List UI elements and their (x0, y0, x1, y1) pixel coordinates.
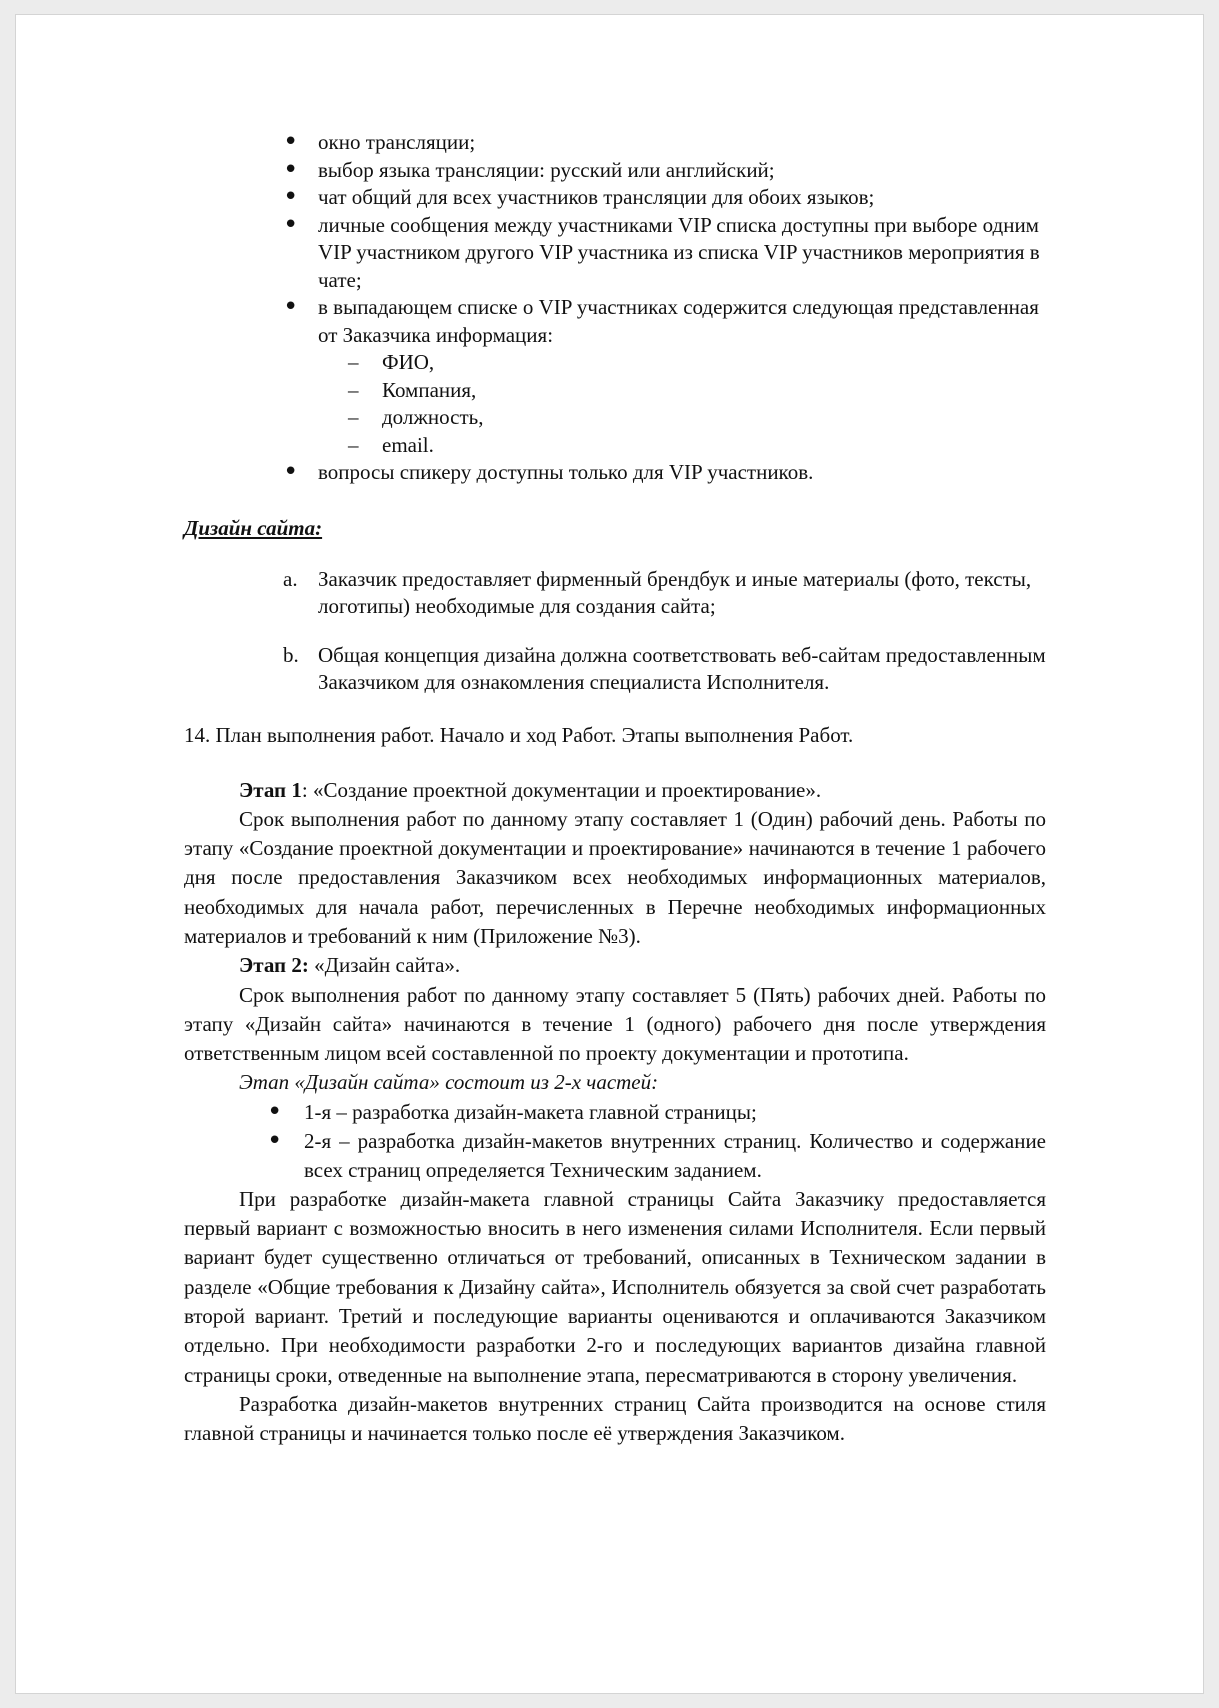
stage-2-heading (184, 951, 1046, 980)
list-item-text: Общая концепция дизайна должна соответствовать веб-сайтам предоставленным Заказчиком для ознакомления специалиста Исполнителя. (318, 642, 1046, 694)
stages-section (184, 776, 1046, 1449)
list-item: • 1-я – разработка дизайн-макета главной страницы; (184, 1098, 1046, 1127)
list-item: • 2-я – разработка дизайн-макетов внутренних страниц. Количество и содержание всех страниц определяется Техническим заданием. (184, 1127, 1046, 1185)
list-item: • вопросы спикеру доступны только для VIP участников. (184, 459, 1046, 487)
stage-2-parts-list (184, 1098, 1046, 1185)
list-item (184, 642, 1046, 697)
stage-2-label: Этап 2: (239, 953, 309, 978)
stage-2-body: Срок выполнения работ по данному этапу составляет 5 (Пять) рабочих дней. Работы по этапу «Дизайн сайта» начинаются в течение 1 (одного) рабочего дня после утверждения ответственным лицом всей составленной по проекту документации и прототипа. (184, 982, 1046, 1066)
design-requirements-list (184, 566, 1046, 697)
vip-info-sublist (318, 349, 1046, 459)
sublist-item: – должность, (184, 404, 1046, 432)
design-heading: Дизайн сайта: (184, 515, 323, 540)
stage-2-parts-intro: Этап «Дизайн сайта» состоит из 2-х частей: (239, 1070, 659, 1095)
broadcast-features-list (184, 129, 1046, 487)
list-marker: a. (283, 566, 298, 591)
list-item: • окно трансляции; (184, 129, 1046, 157)
list-item: • чат общий для всех участников трансляции для обоих языков; (184, 184, 1046, 212)
stage-1-label: Этап 1 (239, 777, 302, 802)
list-item (184, 566, 1046, 621)
list-item-text: в выпадающем списке о VIP участниках содержится следующая представленная от Заказчика информация: (318, 295, 1039, 347)
list-item: • выбор языка трансляции: русский или английский; (184, 157, 1046, 185)
sublist-item: – ФИО, (184, 349, 1046, 377)
stage-1-title: : «Создание проектной документации и проектирование». (301, 777, 822, 802)
stage-1-heading (184, 776, 1046, 805)
list-item-text: Заказчик предоставляет фирменный брендбук и иные материалы (фото, тексты, логотипы) необходимые для создания сайта; (318, 566, 1032, 618)
sublist-item: – Компания, (184, 377, 1046, 405)
stage-1-body: Срок выполнения работ по данному этапу составляет 1 (Один) рабочий день. Работы по этапу «Создание проектной документации и проектирование» начинаются в течение 1 рабочего дня после предоставления Заказчиком всех необходимых информационных материалов, необходимых для начала работ, перечисленных в Перечне необходимых информационных материалов и требований к ним (Приложение №3). (184, 806, 1046, 948)
document-body (184, 15, 1046, 1448)
list-item: • личные сообщения между участниками VIP списка доступны при выборе одним VIP участником другого VIP участника из списка VIP участников мероприятия в чате; (184, 212, 1046, 295)
section-14-heading: 14. План выполнения работ. Начало и ход Работ. Этапы выполнения Работ. (184, 722, 854, 747)
stage-2-title: «Дизайн сайта». (308, 953, 461, 978)
stage-2-inner-pages-paragraph: Разработка дизайн-макетов внутренних страниц Сайта производится на основе стиля главной страницы и начинается только после её утверждения Заказчиком. (184, 1391, 1046, 1446)
sublist-item: – email. (184, 432, 1046, 460)
document-page (15, 14, 1204, 1694)
list-item (184, 294, 1046, 459)
list-marker: b. (283, 642, 299, 667)
stage-2-main-page-paragraph: При разработке дизайн-макета главной страницы Сайта Заказчику предоставляется первый вариант с возможностью вносить в него изменения силами Исполнителя. Если первый вариант будет существенно отличаться от требований, описанных в Техническом задании в разделе «Общие требования к Дизайну сайта», Исполнитель обязуется за свой счет разработать второй вариант. Третий и последующие варианты оцениваются и оплачиваются Заказчиком отдельно. При необходимости разработки 2-го и последующих вариантов дизайна главной страницы сроки, отведенные на выполнение этапа, пересматриваются в сторону увеличения. (184, 1186, 1046, 1387)
